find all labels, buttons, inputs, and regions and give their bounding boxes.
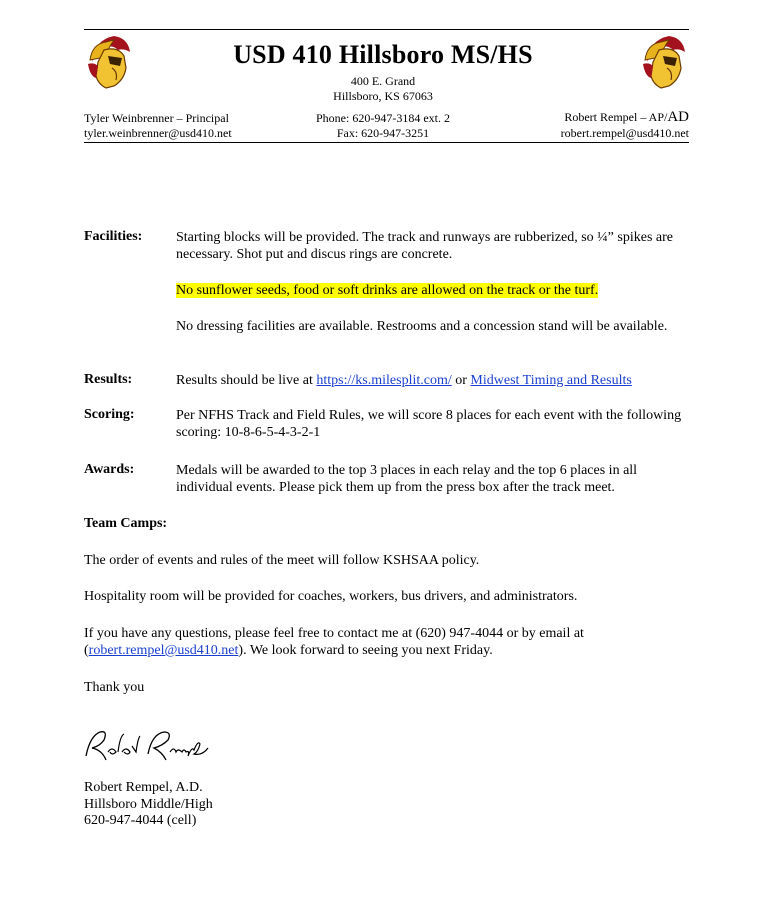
- midwest-timing-link[interactable]: Midwest Timing and Results: [470, 373, 632, 388]
- signer-name: Robert Rempel, A.D.: [84, 780, 203, 795]
- ad-email: robert.rempel@usd410.net: [560, 126, 689, 140]
- facilities-paragraph-3: No dressing facilities are available. Restrooms and a concession stand will be available.: [176, 319, 668, 334]
- milesplit-link[interactable]: https://ks.milesplit.com/: [316, 373, 452, 388]
- ad-name-prefix: Robert Rempel – AP/: [564, 110, 668, 124]
- ad-name-suffix: AD: [667, 109, 689, 125]
- facilities-paragraph-2: [176, 282, 696, 299]
- school-title: USD 410 Hillsboro MS/HS: [233, 40, 533, 69]
- results-or-text: or: [451, 373, 471, 388]
- signer-phone: 620-947-4044 (cell): [84, 813, 197, 828]
- ad-name: [564, 109, 689, 126]
- header-top-rule: [84, 29, 689, 30]
- contact-paragraph: [84, 625, 694, 659]
- handwritten-signature: [82, 726, 212, 766]
- hospitality-paragraph: Hospitality room will be provided for coaches, workers, bus drivers, and administrators.: [84, 589, 578, 604]
- office-fax: Fax: 620-947-3251: [336, 126, 430, 140]
- facilities-highlight-text: No sunflower seeds, food or soft drinks are allowed on the track or the turf.: [176, 283, 599, 298]
- results-paragraph: [176, 372, 706, 389]
- principal-email: tyler.weinbrenner@usd410.net: [84, 126, 232, 140]
- email-link[interactable]: robert.rempel@usd410.net: [88, 643, 239, 658]
- signer-school: Hillsboro Middle/High: [84, 797, 213, 812]
- results-text: Results should be live at: [176, 373, 317, 388]
- address-street: 400 E. Grand: [350, 74, 416, 88]
- results-label: Results:: [84, 372, 133, 387]
- awards-paragraph: Medals will be awarded to the top 3 places in each relay and the top 6 places in all individual events. Please pick them up from the press box after the track meet.: [176, 463, 638, 495]
- header-bottom-rule: [84, 142, 689, 143]
- team-camps-label: Team Camps:: [84, 516, 168, 531]
- thank-you-text: Thank you: [84, 680, 145, 695]
- policy-paragraph: The order of events and rules of the meet will follow KSHSAA policy.: [84, 553, 480, 568]
- awards-label: Awards:: [84, 462, 135, 477]
- contact-text: If you have any questions, please feel free to contact me at (620) 947-4044 or by email at (: [84, 626, 584, 658]
- scoring-paragraph: Per NFHS Track and Field Rules, we will score 8 places for each event with the following scoring: 10-8-6-5-4-3-2-1: [176, 408, 682, 440]
- principal-name: Tyler Weinbrenner – Principal: [84, 111, 229, 125]
- facilities-paragraph-1: Starting blocks will be provided. The track and runways are rubberized, so ¼” spikes are necessary. Shot put and discus rings are concrete.: [176, 230, 673, 262]
- address-city: Hillsboro, KS 67063: [333, 89, 433, 103]
- office-phone: Phone: 620-947-3184 ext. 2: [316, 111, 450, 125]
- scoring-label: Scoring:: [84, 407, 135, 422]
- facilities-label: Facilities:: [84, 229, 143, 244]
- contact-text-end: ). We look forward to seeing you next Friday.: [238, 643, 493, 658]
